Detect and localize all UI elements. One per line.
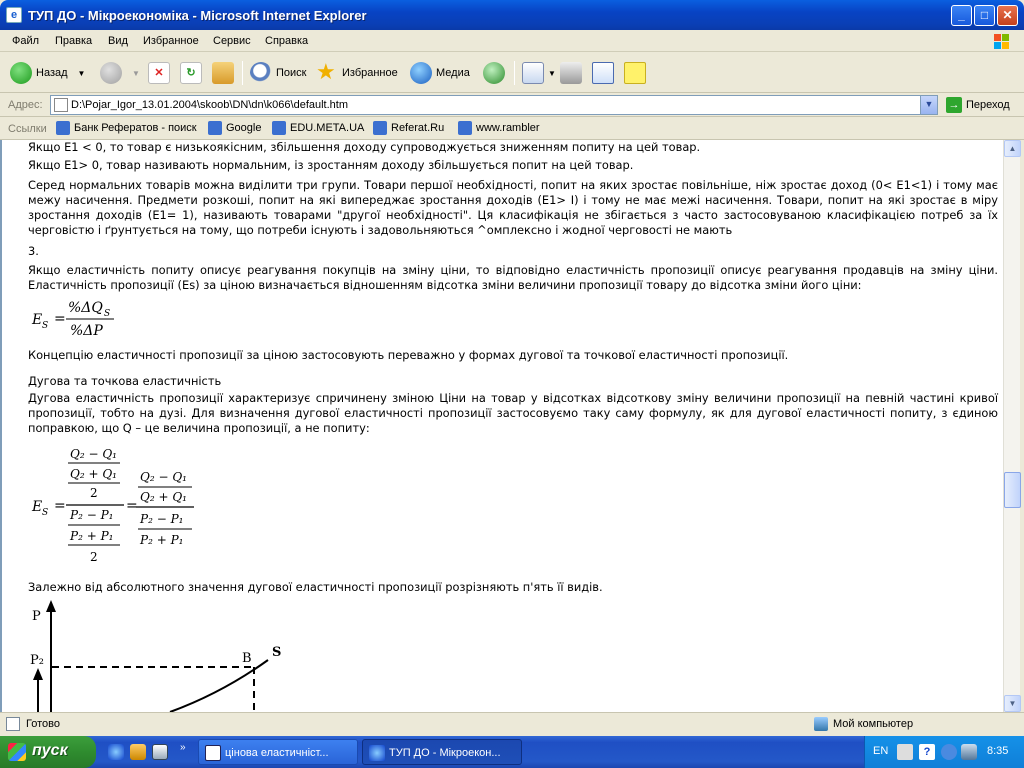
scroll-down-icon[interactable]: ▼ [1004,695,1021,712]
svg-text:Q₂ − Q₁: Q₂ − Q₁ [140,470,187,484]
paragraph-low-quality: Якщо Е1 < 0, то товар є низькоякісним, збільшення доходу супроводжується зниженням попиту на цей товар. [28,140,701,154]
svg-text:P₂ + P₁: P₂ + P₁ [140,533,184,547]
history-button[interactable] [483,59,509,87]
language-indicator[interactable]: EN [873,745,889,757]
go-label: Переход [966,99,1010,111]
favorites-label: Избранное [342,67,398,79]
address-value[interactable]: D:\Pojar_Igor_13.01.2004\skoob\DN\dn\k066\default.htm [71,99,349,111]
paragraph-normal-goods: Якщо Е1> 0, товар називають нормальним, із зростанням доходу збільшується попит на цей товар. [28,158,634,172]
back-label: Назад [36,67,68,79]
start-button[interactable] [0,736,96,768]
svg-text:2: 2 [90,486,98,500]
note-icon [624,62,646,84]
link-icon [272,121,286,135]
mail-button[interactable] [522,59,556,87]
link-label: www.rambler [476,122,540,134]
svg-text:=: = [54,498,66,514]
vertical-scrollbar[interactable] [1003,140,1020,712]
show-desktop-icon[interactable] [152,744,168,760]
svg-text:E: E [32,312,43,328]
media-label: Медиа [436,67,470,79]
menu-bar [0,30,1024,52]
menu-edit[interactable]: Правка [55,35,93,47]
refresh-icon: ↻ [180,62,202,84]
link-label: Referat.Ru [391,122,445,134]
subheading-arc-point: Дугова та точкова еластичність [28,374,222,388]
help-icon[interactable]: ? [919,744,935,760]
address-label: Адрес: [8,99,43,111]
forward-arrow-icon [100,62,122,84]
svg-text:=: = [126,498,138,514]
svg-text:S: S [42,321,49,331]
edit-button[interactable] [592,59,618,87]
media-icon [410,62,432,84]
paragraph-five-types: Залежно від абсолютного значення дугової еластичності пропозиції розрізняють п'ять її видів. [28,580,603,594]
stop-icon: ✕ [148,62,170,84]
menu-help[interactable]: Справка [265,35,309,47]
svg-text:2: 2 [90,550,98,564]
link-icon [56,121,70,135]
toolbar-separator [514,61,515,85]
toolbar-separator [242,61,243,85]
formula-supply-elasticity [30,295,140,341]
search-label: Поиск [276,67,307,79]
windows-logo-icon [8,743,26,761]
status-text: Готово [26,718,60,730]
paragraph-arc-elasticity: Дугова еластичність пропозиції характеризує спричинену зміною Ціни на товар у відсотках відсоткову зміну величини пропозиції на певній частині кривої пропозиції, тобто на дузі. Для визначення дугової еластичності пропозиції застосовуємо таку саму формулу, як для дугової еластичності попиту, з єдиною поправкою, що Q – це величина пропозиції, а не попиту: [28,391,998,435]
page-content [0,140,1004,712]
link-icon [458,121,472,135]
svg-text:=: = [54,311,66,327]
forward-button[interactable] [100,59,140,87]
refresh-button[interactable] [180,59,206,87]
paragraph-three-groups: Серед нормальних товарів можна виділити три групи. Товари першої необхідності, попит на яких зростає повільніше, ніж зростає доход (0< Е1<1) і тому має межу насичення. Предмети розкоші, попит на які випереджає зростання доходів (Е1> I) і тому не має межі насичення. Товари, попит на які зростає в міру зростання доходів (Е1= 1), називають товарами "другої необхідності". Ця класифікація не збігається з часто застосовуваною класифікацією потреб за їх черговістю і ґрунтується на тому, що потреби існують і задовольняються ^омплексно і жодної черговості не мають [28,178,998,237]
menu-view[interactable]: Вид [108,35,128,47]
link-label: EDU.META.UA [290,122,365,134]
title-bar[interactable] [0,0,1024,30]
svg-text:P₂ − P₁: P₂ − P₁ [140,512,184,526]
ie-icon: e [6,7,22,23]
address-dropdown-icon[interactable]: ▼ [920,96,937,114]
chevron-down-icon: ▼ [548,68,556,78]
svg-text:Q₂ + Q₁: Q₂ + Q₁ [70,467,117,481]
svg-text:E: E [32,499,43,515]
address-bar [0,93,1024,117]
link-edu-meta[interactable] [272,121,364,135]
task-word[interactable] [198,739,358,765]
windows-flag-icon [980,32,1018,52]
links-bar [0,118,1024,140]
section-number: 3. [28,244,39,258]
svg-text:%ΔP: %ΔP [70,323,103,339]
clock: 8:35 [987,745,1009,757]
home-button[interactable] [212,59,238,87]
svg-text:Q₂ + Q₁: Q₂ + Q₁ [140,490,187,504]
scroll-thumb[interactable] [1004,472,1021,508]
page-status-icon [6,717,20,731]
paragraph-concept: Концепцію еластичності пропозиції за ціною застосовують переважно у формах дугової та точкової еластичності пропозиції. [28,348,789,362]
task-ie[interactable] [362,739,522,765]
keyboard-icon[interactable] [897,744,913,760]
supply-curve-label: S [272,645,282,660]
link-bank-referatov[interactable] [56,121,197,135]
print-button[interactable] [560,59,586,87]
chevron-right-icon[interactable]: » [180,742,186,753]
svg-text:P₂ − P₁: P₂ − P₁ [70,508,114,522]
minimize-button[interactable]: _ [951,5,972,26]
media-button[interactable] [410,59,470,87]
svg-text:P₂ + P₁: P₂ + P₁ [70,529,114,543]
home-icon [212,62,234,84]
chevron-down-icon: ▼ [77,68,86,78]
maximize-button[interactable]: □ [974,5,995,26]
menu-favorites[interactable]: Избранное [143,35,199,47]
computer-icon [814,717,828,731]
links-label: Ссылки [8,123,47,135]
svg-text:%ΔQ: %ΔQ [68,300,103,316]
link-icon [208,121,222,135]
standard-toolbar [0,53,1024,93]
link-google[interactable] [208,121,261,135]
start-label: пуск [32,742,68,759]
system-tray [864,736,1024,768]
quicklaunch-icon[interactable] [130,744,146,760]
supply-curve-graph [22,598,302,712]
svg-text:S: S [42,508,49,518]
svg-text:Q₂ − Q₁: Q₂ − Q₁ [70,447,117,461]
scroll-up-icon[interactable]: ▲ [1004,140,1021,157]
svg-text:S: S [104,309,111,319]
stop-button[interactable] [148,59,174,87]
ie-quicklaunch-icon[interactable] [108,744,124,760]
notes-button[interactable] [624,59,650,87]
word-icon [205,745,221,761]
go-arrow-icon: → [946,97,962,113]
task-label: цінова еластичніст... [225,747,329,759]
favorites-button[interactable] [316,59,398,87]
search-icon [250,62,272,84]
zone-text: Мой компьютер [833,718,914,730]
edit-page-icon [592,62,614,84]
chevron-down-icon: ▼ [132,68,140,78]
p-axis-label: P [32,609,41,624]
mail-icon [522,62,544,84]
taskbar [0,736,1024,768]
p2-label: P₂ [30,653,44,668]
search-button[interactable] [250,59,306,87]
link-referat-ru[interactable] [373,121,444,135]
close-button[interactable]: ✕ [997,5,1018,26]
back-arrow-icon [10,62,32,84]
page-icon [54,98,68,112]
menu-tools[interactable]: Сервис [213,35,251,47]
link-label: Google [226,122,262,134]
star-icon: ★ [316,59,336,84]
point-b-label: B [242,651,252,666]
formula-arc-elasticity [30,445,210,570]
ie-icon [369,745,385,761]
go-button[interactable] [946,97,1010,113]
network-icon[interactable] [961,744,977,760]
status-bar [0,712,1024,736]
link-rambler[interactable] [458,121,540,135]
back-button[interactable] [10,59,85,87]
tray-collapse-icon[interactable] [941,744,957,760]
task-label: ТУП ДО - Мікроекон... [389,747,501,759]
window-title: ТУП ДО - Мікроекономіка - Microsoft Internet Explorer [28,8,367,23]
paragraph-supply-elasticity: Якщо еластичність попиту описує реагування покупців на зміну ціни, то відповідно еластичність пропозиції описує реагування продавців на зміну ціни. Еластичність пропозиції (Es) за ціною визначається відношенням відсотка зміни величини пропозиції товару до відсотка зміни його ціни: [28,263,998,292]
link-label: Банк Рефератов - поиск [74,122,197,134]
history-icon [483,62,505,84]
link-icon [373,121,387,135]
address-input[interactable] [50,95,938,115]
printer-icon [560,62,582,84]
menu-file[interactable]: Файл [12,35,40,47]
